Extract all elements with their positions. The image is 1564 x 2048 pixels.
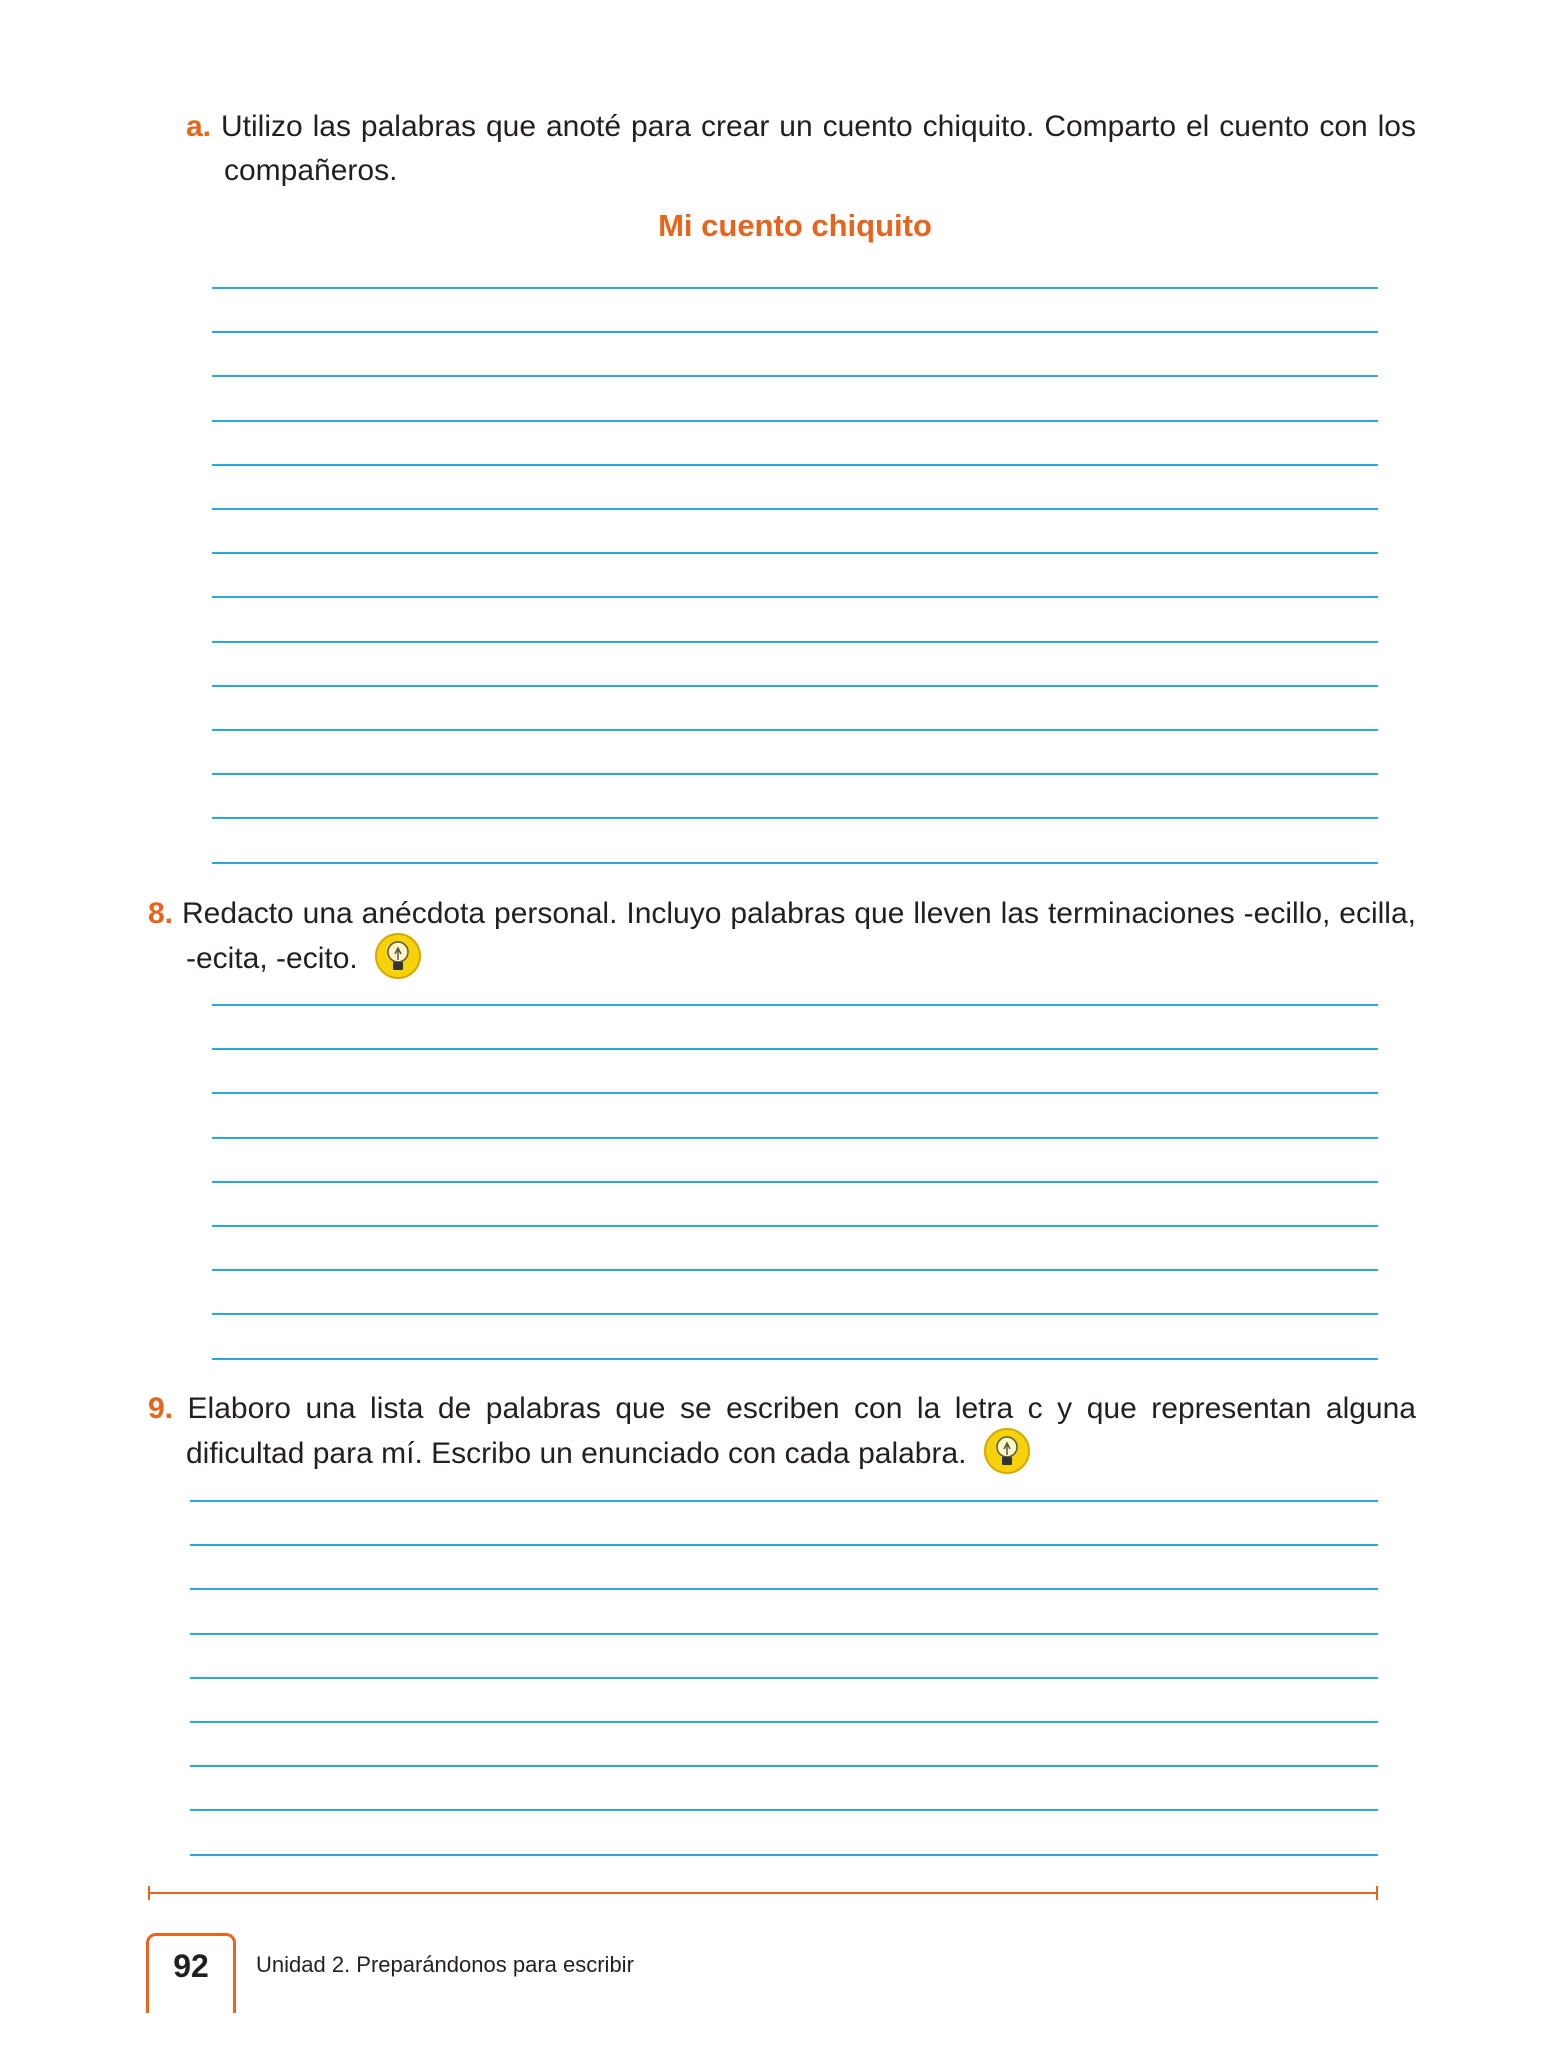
- writing-line[interactable]: [190, 1854, 1378, 1856]
- item-a-text: Utilizo las palabras que anoté para crear un cuento chiquito. Comparto el cuento con los compañeros.: [220, 110, 1416, 187]
- writing-line[interactable]: [212, 1137, 1378, 1139]
- writing-line[interactable]: [212, 508, 1378, 510]
- writing-line[interactable]: [212, 596, 1378, 598]
- writing-line[interactable]: [212, 1313, 1378, 1315]
- writing-line[interactable]: [212, 1225, 1378, 1227]
- writing-line[interactable]: [212, 287, 1378, 289]
- writing-line[interactable]: [190, 1765, 1378, 1767]
- writing-line[interactable]: [212, 464, 1378, 466]
- writing-line[interactable]: [190, 1544, 1378, 1546]
- item-9: [148, 1387, 1416, 1479]
- writing-line[interactable]: [212, 331, 1378, 333]
- writing-line[interactable]: [212, 1269, 1378, 1271]
- writing-line[interactable]: [212, 817, 1378, 819]
- writing-line[interactable]: [212, 1358, 1378, 1360]
- writing-line[interactable]: [212, 375, 1378, 377]
- footer-rule: [148, 1892, 1378, 1894]
- writing-line[interactable]: [190, 1721, 1378, 1723]
- writing-line[interactable]: [190, 1633, 1378, 1635]
- writing-line[interactable]: [190, 1588, 1378, 1590]
- writing-line[interactable]: [212, 862, 1378, 864]
- writing-line[interactable]: [212, 1092, 1378, 1094]
- writing-line[interactable]: [212, 420, 1378, 422]
- page-number-box: [146, 1933, 236, 2013]
- writing-line[interactable]: [212, 641, 1378, 643]
- item-a: [186, 105, 1416, 193]
- writing-line[interactable]: [212, 1048, 1378, 1050]
- item-8-text: Redacto una anécdota personal. Incluyo palabras que lleven las terminaciones -ecillo, ecilla, -ecita, -ecito.: [181, 897, 1416, 975]
- footer-rule-cap-right: [1376, 1886, 1378, 1900]
- page-number: 92: [173, 1948, 209, 1984]
- writing-line[interactable]: [212, 1004, 1378, 1006]
- item-a-marker: a.: [186, 110, 212, 143]
- story-title-wrap: [212, 208, 1378, 244]
- writing-line[interactable]: [212, 552, 1378, 554]
- writing-line[interactable]: [212, 729, 1378, 731]
- writing-line[interactable]: [212, 773, 1378, 775]
- item-9-marker: 9.: [148, 1392, 174, 1425]
- writing-line[interactable]: [212, 1181, 1378, 1183]
- unit-title: Unidad 2. Preparándonos para escribir: [256, 1952, 634, 1977]
- lightbulb-icon: [374, 932, 422, 980]
- item-8: [148, 892, 1416, 984]
- item-9-text: Elaboro una lista de palabras que se escriben con la letra c y que representan alguna dificultad para mí. Escribo un enunciado con cada palabra.: [186, 1392, 1416, 1470]
- writing-line[interactable]: [190, 1677, 1378, 1679]
- lightbulb-icon: [983, 1427, 1031, 1475]
- writing-line[interactable]: [212, 685, 1378, 687]
- footer-rule-cap-left: [148, 1886, 150, 1900]
- writing-line[interactable]: [190, 1809, 1378, 1811]
- story-title: Mi cuento chiquito: [658, 208, 932, 243]
- writing-line[interactable]: [190, 1500, 1378, 1502]
- item-8-marker: 8.: [148, 897, 174, 930]
